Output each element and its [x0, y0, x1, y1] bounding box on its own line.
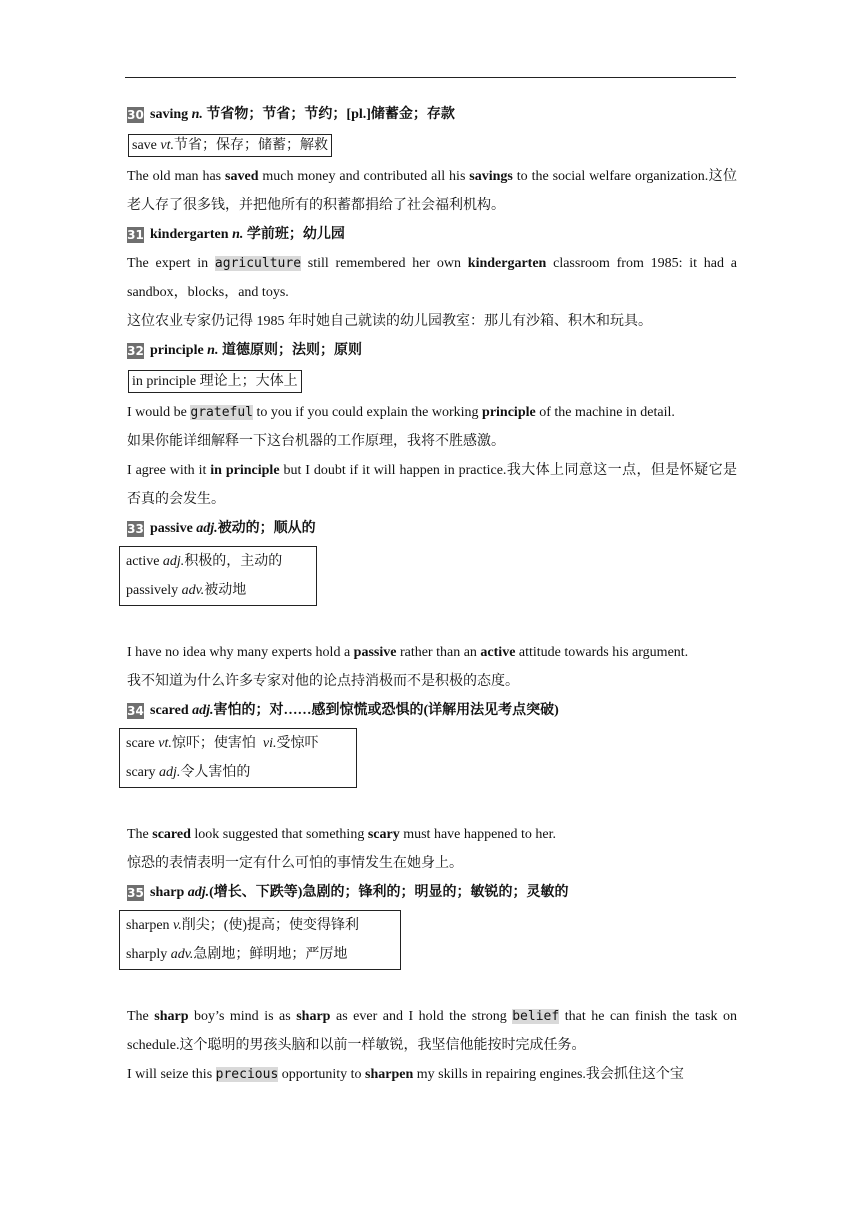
entry-number-badge: 34: [127, 703, 144, 718]
entry-30-heading: [127, 100, 737, 129]
example-sentence: The expert in agriculture still remembered her own kindergarten classroom from 1985: it had a sandbox，blocks，and toys.: [127, 256, 737, 300]
part-of-speech: n.: [191, 107, 203, 122]
entry-number-badge: 32: [127, 343, 144, 358]
entry-31-heading: [127, 220, 737, 249]
entry-34-heading: [127, 696, 737, 725]
entry-number-badge: 35: [127, 885, 144, 900]
related-word-line: scary adj.令人害怕的: [126, 765, 251, 780]
entry-number-badge: 31: [127, 227, 144, 242]
related-pos: vt.: [160, 138, 174, 153]
part-of-speech: n.: [207, 343, 219, 358]
related-word-line: sharply adv.急剧地；鲜明地；严厉地: [126, 947, 348, 962]
meaning: 道德原则；法则；原则: [221, 343, 362, 358]
related-word-line: passively adv.被动地: [126, 583, 247, 598]
meaning: 学前班；幼儿园: [246, 227, 345, 242]
example-translation: 这位农业专家仍记得 1985 年时她自己就读的幼儿园教室：那儿有沙箱、积木和玩具。: [127, 314, 652, 329]
highlighted-word: grateful: [190, 405, 254, 420]
highlighted-word: precious: [215, 1067, 279, 1082]
entry-33-heading: [127, 514, 737, 543]
part-of-speech: adj.: [196, 521, 218, 536]
example-sentence: The scared look suggested that something scary must have happened to her.: [127, 827, 557, 842]
example-translation: 我不知道为什么许多专家对他的论点持消极而不是积极的态度。: [127, 674, 519, 689]
part-of-speech: n.: [232, 227, 244, 242]
related-word-line: sharpen v.削尖；(使)提高；使变得锋利: [126, 918, 360, 933]
example-sentence: I would be grateful to you if you could explain the working principle of the machine in detail.: [127, 405, 675, 420]
related-phrase: in principle 理论上；大体上: [132, 374, 298, 389]
related-words-box: [119, 910, 401, 970]
entry-32-heading: [127, 336, 737, 365]
example-sentence: I agree with it in principle but I doubt if it will happen in practice.我大体上同意这一点，但是怀疑它是否真的会发生。: [127, 463, 737, 507]
related-word-box: [128, 134, 332, 157]
header-rule: [125, 77, 736, 78]
meaning: (增长、下跌等)急剧的；锋利的；明显的；敏锐的；灵敏的: [209, 885, 569, 900]
headword: principle: [150, 343, 204, 358]
highlighted-word: belief: [512, 1009, 560, 1024]
highlighted-word: agriculture: [214, 256, 302, 271]
example-translation: 如果你能详细解释一下这台机器的工作原理，我将不胜感激。: [127, 434, 505, 449]
headword: sharp: [150, 885, 185, 900]
entry-number-badge: 33: [127, 521, 144, 536]
related-meaning: 节省；保存；储蓄；解救: [174, 138, 328, 153]
example-translation: 惊恐的表情表明一定有什么可怕的事情发生在她身上。: [127, 856, 463, 871]
part-of-speech: adj.: [192, 703, 214, 718]
headword: passive: [150, 521, 193, 536]
related-word-line: active adj.积极的，主动的: [126, 554, 283, 569]
example-sentence: The old man has saved much money and contributed all his savings to the social welfare organization.这位老人存了很多钱，并把他所有的积蓄都捐给了社会福利机构。: [127, 169, 738, 213]
meaning: 被动的；顺从的: [217, 521, 316, 536]
vocabulary-page: [127, 100, 737, 1089]
headword: saving: [150, 107, 189, 122]
example-sentence: I have no idea why many experts hold a passive rather than an active attitude towards his argument.: [127, 645, 689, 660]
headword: scared: [150, 703, 189, 718]
example-sentence: I will seize this precious opportunity to sharpen my skills in repairing engines.我会抓住这个宝: [127, 1067, 684, 1082]
related-word: save: [132, 138, 157, 153]
entry-number-badge: 30: [127, 107, 144, 122]
meaning: 害怕的；对……感到惊慌或恐惧的(详解用法见考点突破): [213, 703, 559, 718]
related-words-box: [119, 728, 357, 788]
meaning: 节省物；节省；节约；[pl.]储蓄金；存款: [206, 107, 455, 122]
headword: kindergarten: [150, 227, 229, 242]
related-words-box: [119, 546, 317, 606]
part-of-speech: adj.: [187, 885, 210, 900]
entry-35-heading: [127, 878, 737, 907]
example-sentence: The sharp boy’s mind is as sharp as ever and I hold the strong belief that he can finish the task on schedule.这个聪明的男孩头脑和以前一样敏锐，我坚信他能按时完成任务。: [127, 1009, 738, 1053]
related-word-line: scare vt.惊吓；使害怕 vi.受惊吓: [126, 736, 319, 751]
related-phrase-box: [128, 370, 302, 393]
